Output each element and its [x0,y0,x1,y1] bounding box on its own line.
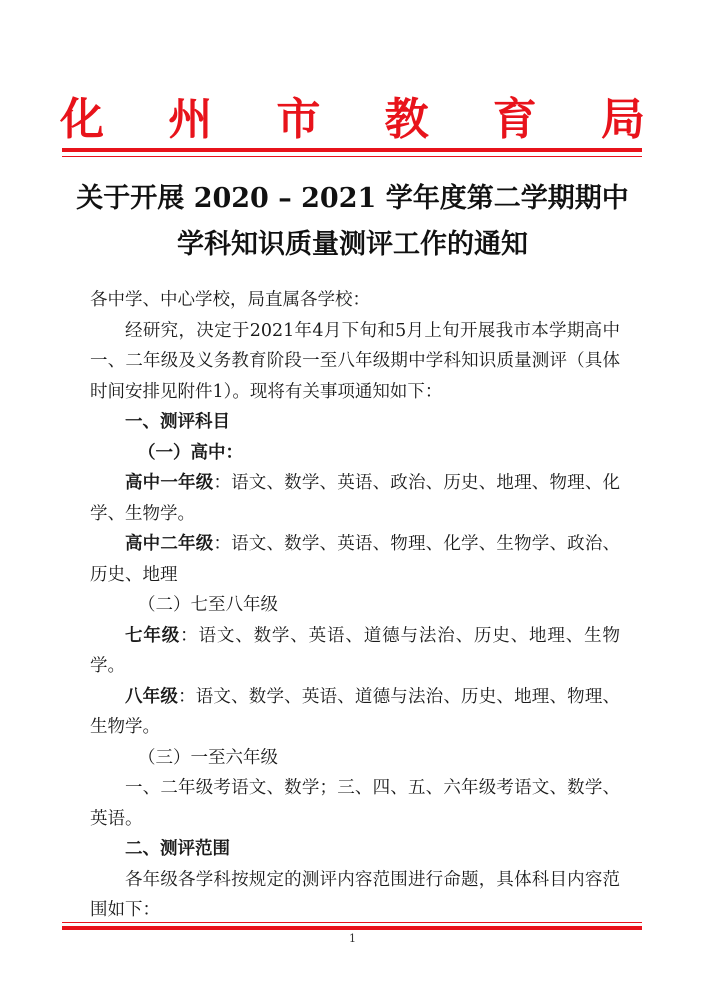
intro-paragraph: 经研究，决定于2021年4月下旬和5月上旬开展我市本学期高中一、二年级及义务教育阶段一至八年级期中学科知识质量测评（具体时间安排见附件1）。现将有关事项通知如下： [90,320,620,402]
section-2-heading: 二、测评范围 [125,839,230,859]
grade-label: 高中二年级 [125,534,214,554]
grade-label: 高中一年级 [125,473,214,493]
grade-label: 七年级 [125,625,181,646]
subsection-middle-heading: （二）七至八年级 [138,595,278,615]
document-body [90,285,620,926]
subsection-highschool-heading: （一）高中： [138,442,243,463]
document-title [60,176,645,268]
masthead-bureau-name [60,94,645,146]
title-line-2: 学科知识质量测评工作的通知 [177,229,528,260]
masthead-char: 局 [600,94,645,145]
highschool-grade-2-paragraph [90,529,620,590]
footer-red-rule-thick [62,926,642,930]
masthead-char: 育 [492,94,537,145]
primary-paragraph: 一、二年级考语文、数学；三、四、五、六年级考语文、数学、英语。 [90,778,620,829]
page-number: 1 [349,932,356,945]
subject-list: ：语文、数学、英语、政治、历史、地理、物理、化学、生物学。 [90,473,621,524]
salutation: 各中学、中心学校，局直属各学校： [90,290,370,310]
masthead-char: 市 [276,94,321,145]
masthead-char: 教 [384,94,429,145]
section-1-heading: 一、测评科目 [125,412,230,432]
section-2-paragraph: 各年级各学科按规定的测评内容范围进行命题，具体科目内容范围如下： [90,869,620,920]
subject-list: ：语文、数学、英语、道德与法治、历史、地理、物理、生物学。 [90,686,621,737]
grade-7-paragraph [90,621,620,682]
grade-8-paragraph [90,682,620,743]
grade-label: 八年级 [125,686,179,707]
subsection-primary-heading: （三）一至六年级 [138,747,278,768]
masthead-char: 州 [168,94,213,145]
header-red-rule-thick [62,148,642,152]
subject-list: ：语文、数学、英语、道德与法治、历史、地理、生物学。 [90,625,621,676]
footer-red-rule-thin [62,922,642,923]
masthead-char: 化 [60,94,104,145]
title-line-1: 关于开展 2020 – 2021 学年度第二学期期中 [76,183,629,214]
subject-list: ：语文、数学、英语、物理、化学、生物学、政治、历史、地理 [90,534,621,585]
highschool-grade-1-paragraph [90,468,620,529]
header-red-rule-thin [62,156,642,157]
